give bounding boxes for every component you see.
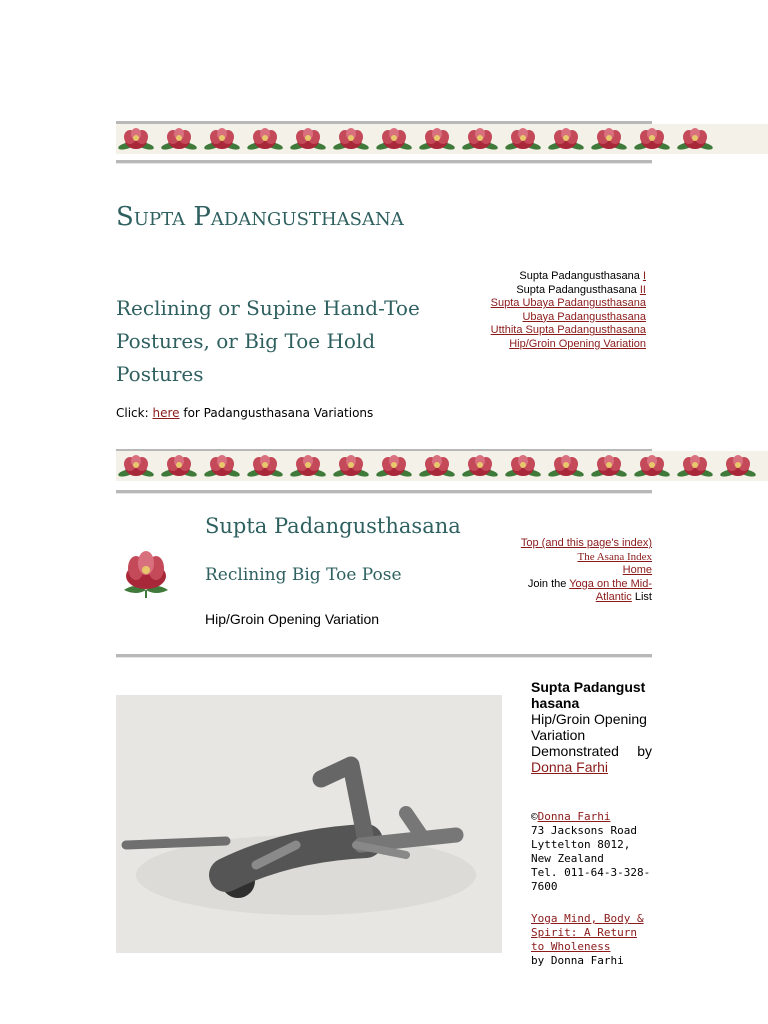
pose-index-link[interactable]: II [639,283,646,296]
pose-index-item [491,338,646,352]
caption-pose: Supta Padangusthasana [531,679,646,711]
pose-index-item [491,324,646,338]
page-subtitle: Reclining or Supine Hand-Toe Postures, or Big Toe Hold Postures [116,296,420,386]
pose-index-item: Supta Padangusthasana I [519,270,646,282]
demonstrator-link[interactable]: Donna Farhi [531,759,609,775]
pose-index-link[interactable]: Ubaya Padangusthasana [522,310,646,323]
pose-photo [116,695,502,953]
flower-border-mid [116,451,768,481]
home-link[interactable]: Home [622,564,652,576]
photo-rule [116,654,652,658]
pose-index-item [491,297,646,311]
section-title: Supta Padangusthasana [205,514,461,538]
top-rule-lower [116,160,652,164]
section-subtitle: Reclining Big Toe Pose [205,565,402,585]
variations-link[interactable]: here [152,406,180,420]
pose-index [491,270,646,352]
pose-index-link[interactable]: Utthita Supta Padangusthasana [490,324,646,337]
mid-rule-lower [116,490,652,494]
pose-index-link[interactable]: Supta Ubaya Padangusthasana [490,297,646,310]
lotus-flower-icon [118,546,174,600]
author-link[interactable]: Donna Farhi [537,810,611,823]
variation-label: Hip/Groin Opening Variation [205,611,380,627]
page-title: Supta Padangusthasana [116,202,404,232]
book-link[interactable]: Yoga Mind, Body & Spirit: A Return to Wholeness [531,912,644,953]
caption-variation: Hip/Groin Opening Variation [531,711,647,743]
join-line: Join the Yoga on the Mid-Atlantic List [527,577,652,603]
variations-line: Click: here for Padangusthasana Variations [116,406,374,420]
pose-index-link[interactable]: Hip/Groin Opening Variation [509,337,646,350]
flower-border-top [116,124,768,154]
pose-index-link[interactable]: I [642,270,646,282]
page-nav [516,537,652,605]
contact-block: ©Donna Farhi 73 Jacksons Road Lyttelton 8012, New Zealand Tel. 011-64-3-328-7600 Yoga Mind, Body & Spirit: A Return to Wholeness by Donna Farhi [531,810,651,967]
asana-index-link[interactable]: The Asana Index [577,550,652,563]
photo-caption: Supta Padangusthasana Hip/Groin Opening Variation Demonstrated by Donna Farhi [531,679,652,775]
mailing-list-link[interactable]: Yoga on the Mid-Atlantic [569,577,652,603]
top-link[interactable]: Top (and this page's index) [520,537,652,549]
pose-index-item [491,311,646,325]
pose-index-item: Supta Padangusthasana II [516,283,646,296]
